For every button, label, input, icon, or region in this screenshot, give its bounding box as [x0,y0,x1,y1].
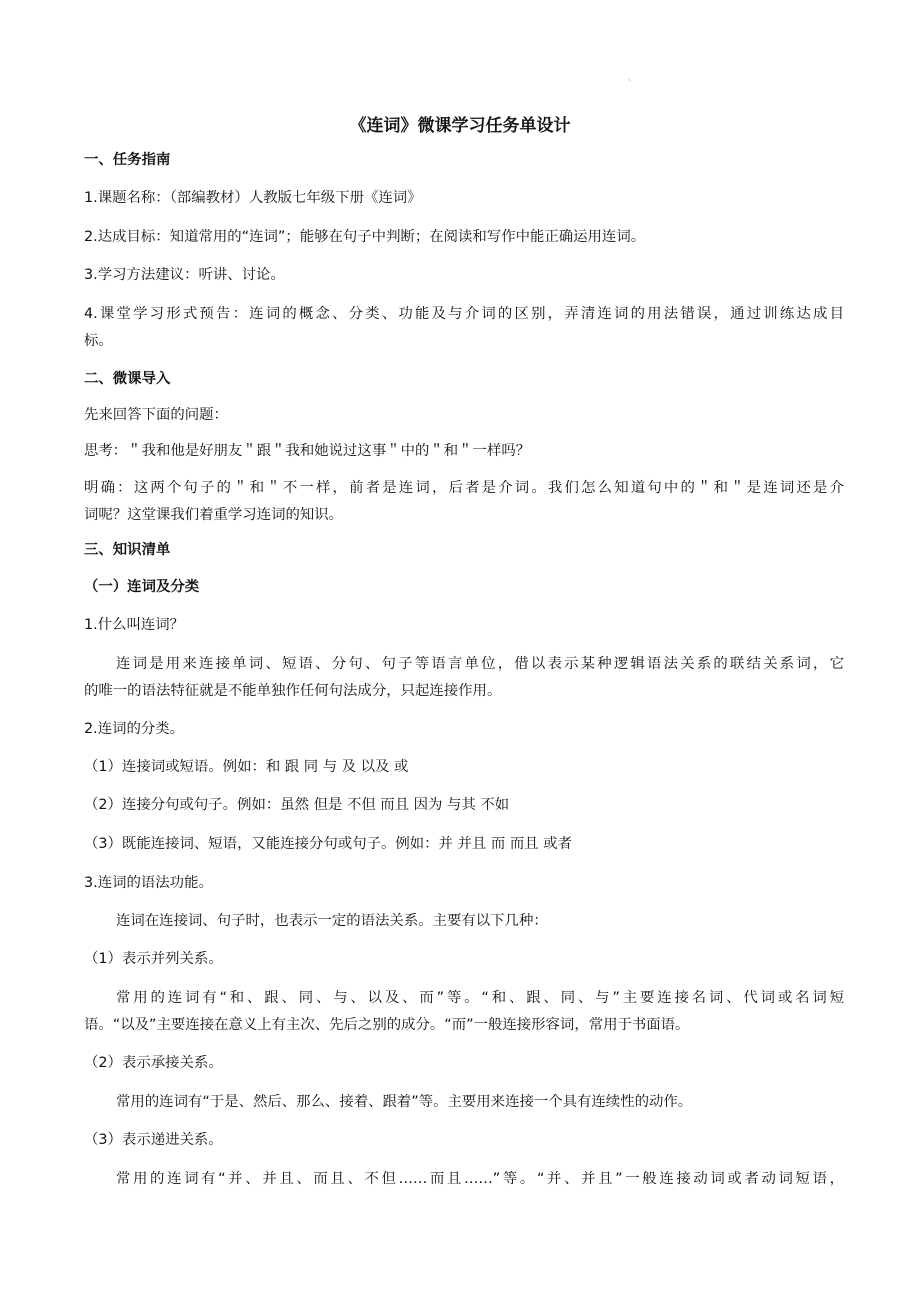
definition-line2: 的唯一的语法特征就是不能单独作任何句法成分，只起连接作用。 [84,683,502,699]
document-title: 《连词》微课学习任务单设计 [349,116,571,136]
function-intro: 连词在连接词、句子时，也表示一定的语法关系。主要有以下几种： [116,913,548,929]
intro-clarify-line1: 明确：这两个句子的＂和＂不一样，前者是连词，后者是介词。我们怎么知道句中的＂和＂是连词还是介 [84,480,844,496]
question-what-is: 1.什么叫连词？ [84,617,185,633]
question-function: 3.连词的语法功能。 [84,875,213,891]
scan-mark: 、 [628,73,636,82]
section-heading-intro: 二、微课导入 [84,371,171,387]
relation-sequential-line1: 常用的连词有“于是、然后、那么、接着、跟着”等。主要用来连接一个具有连续性的动作。 [116,1094,693,1110]
relation-sequential-title: （2）表示承接关系。 [84,1055,223,1071]
task-item-topic: 1.课题名称：（部编教材）人教版七年级下册《连词》 [84,190,422,206]
subheading-conjunction-types: （一）连词及分类 [84,579,200,595]
relation-progressive-title: （3）表示递进关系。 [84,1132,223,1148]
task-item-method: 3.学习方法建议：听讲、讨论。 [84,267,285,283]
question-classification: 2.连词的分类。 [84,721,185,737]
task-item-format-line1: 4.课堂学习形式预告：连词的概念、分类、功能及与介词的区别，弄清连词的用法错误，通过训练达成目 [84,306,844,322]
relation-coordinate-title: （1）表示并列关系。 [84,951,223,967]
relation-progressive-line1: 常用的连词有“并、并且、而且、不但……而且……”等。“并、并且”一般连接动词或者动词短语， [116,1171,844,1187]
category-clauses-sentences: （2）连接分句或句子。例如：虽然 但是 不但 而且 因为 与其 不如 [84,797,510,813]
relation-coordinate-line2: 语。“以及”主要连接在意义上有主次、先后之别的成分。“而”一般连接形容词，常用于书面语。 [84,1017,690,1033]
definition-line1: 连词是用来连接单词、短语、分句、句子等语言单位，借以表示某种逻辑语法关系的联结关系词，它 [116,656,844,672]
intro-clarify-line2: 词呢？这堂课我们着重学习连词的知识。 [84,507,344,523]
intro-think: 思考：＂我和他是好朋友＂跟＂我和她说过这事＂中的＂和＂一样吗？ [84,443,531,459]
relation-coordinate-line1: 常用的连词有“和、跟、同、与、以及、而”等。“和、跟、同、与”主要连接名词、代词或名词短 [116,990,844,1006]
task-item-format-line2: 标。 [84,333,113,349]
task-item-goal: 2.达成目标：知道常用的“连词”；能够在句子中判断；在阅读和写作中能正确运用连词。 [84,229,646,245]
section-heading-task-guide: 一、任务指南 [84,152,171,168]
section-heading-knowledge: 三、知识清单 [84,542,171,558]
category-words-phrases: （1）连接词或短语。例如：和 跟 同 与 及 以及 或 [84,759,409,775]
category-both: （3）既能连接词、短语，又能连接分句或句子。例如：并 并且 而 而且 或者 [84,836,572,852]
intro-prompt: 先来回答下面的问题： [84,407,228,423]
